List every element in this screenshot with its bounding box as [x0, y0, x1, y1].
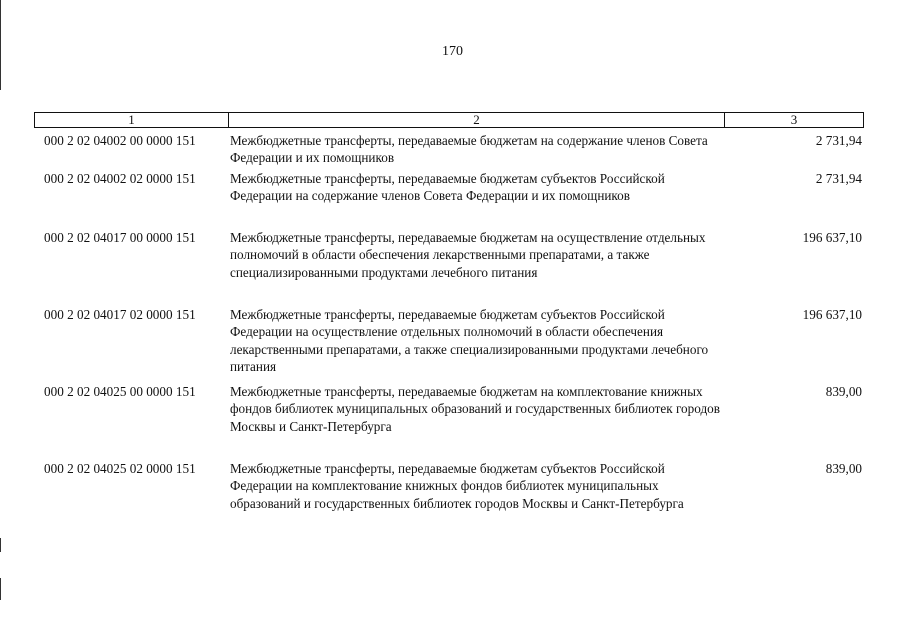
row-description: Межбюджетные трансферты, передаваемые бюджетам субъектов Российской Федерации на содержание членов Совета Федерации и их помощников: [230, 171, 665, 204]
row-code: 000 2 02 04002 00 0000 151: [44, 133, 196, 148]
row-description: Межбюджетные трансферты, передаваемые бюджетам на содержание членов Совета Федерации и их помощников: [230, 133, 708, 166]
table-row: [34, 383, 864, 435]
row-code: 000 2 02 04025 02 0000 151: [44, 461, 196, 476]
scan-edge-mark: [0, 578, 1, 600]
column-header-description: 2: [229, 113, 725, 127]
column-header-code: 1: [35, 113, 229, 127]
row-amount: 839,00: [825, 461, 862, 476]
column-header-amount: 3: [790, 112, 798, 127]
row-code: 000 2 02 04017 02 0000 151: [44, 307, 196, 322]
row-description: Межбюджетные трансферты, передаваемые бюджетам субъектов Российской Федерации на осуществление отдельных полномочий в области обеспечения лекарственными препаратами, а также специализированными продуктами лечебного питания: [230, 307, 709, 374]
row-code: 000 2 02 04025 00 0000 151: [44, 384, 196, 399]
row-amount: 196 637,10: [802, 307, 862, 322]
budget-table: [34, 112, 864, 511]
row-code: 000 2 02 04017 00 0000 151: [44, 230, 196, 245]
row-description: Межбюджетные трансферты, передаваемые бюджетам на комплектование книжных фондов библиотек муниципальных образований и государственных библиотек городов Москвы и Санкт-Петербурга: [230, 384, 720, 434]
table-row: [34, 170, 864, 205]
row-amount: 2 731,94: [815, 133, 862, 148]
table-row: [34, 460, 864, 512]
page-number: 170: [442, 44, 463, 59]
scan-edge-mark: [0, 538, 1, 552]
row-amount: 196 637,10: [802, 230, 862, 245]
table-row: [34, 132, 864, 167]
row-description: Межбюджетные трансферты, передаваемые бюджетам субъектов Российской Федерации на комплектование книжных фондов библиотек муниципальных образований и государственных библиотек городов Москвы и Санкт-Петербурга: [230, 461, 684, 511]
table-row: [34, 229, 864, 281]
row-amount: 2 731,94: [815, 171, 862, 186]
table-header: [34, 112, 864, 128]
row-code: 000 2 02 04002 02 0000 151: [44, 171, 196, 186]
row-description: Межбюджетные трансферты, передаваемые бюджетам на осуществление отдельных полномочий в области обеспечения лекарственными препаратами, а также специализированными продуктами лечебного питания: [230, 230, 706, 280]
row-amount: 839,00: [825, 384, 862, 399]
table-row: [34, 306, 864, 375]
